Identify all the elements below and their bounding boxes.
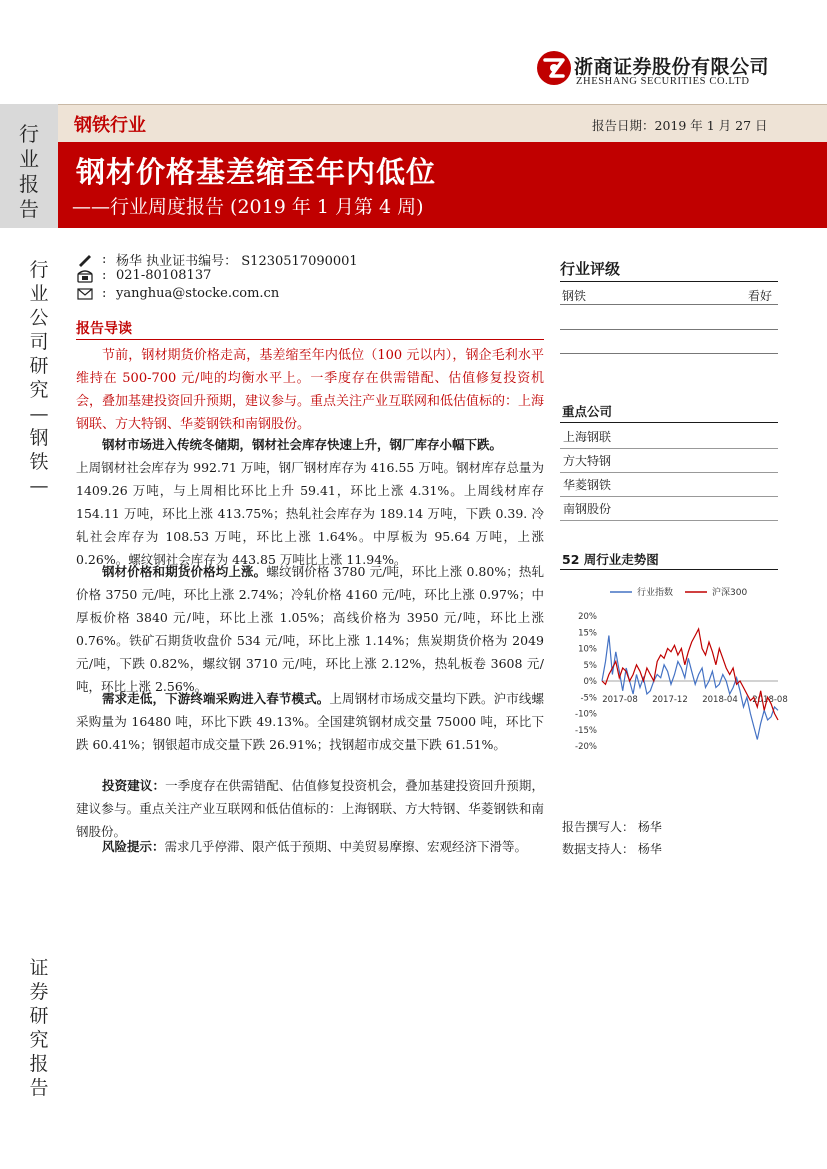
analyst-line: 杨华 执业证书编号： S1230517090001 xyxy=(116,254,358,269)
section-body: 上周钢材市场成交量均下跌。沪市线螺采购量为 16480 吨，环比下跌 49.13%。全国建筑钢材成交量 75000 吨，环比下跌 60.41%；钢银超市成交量下跌 26.91%；找钢超市成交量下跌 61.51%。 xyxy=(76,691,544,752)
report-subtitle: ——行业周度报告 (2019 年 1 月第 4 周) xyxy=(72,196,424,218)
report-title: 钢材价格基差缩至年内低位 xyxy=(76,155,437,189)
vertical-label-research: 行业公司研究—钢铁— xyxy=(29,259,49,497)
company-item: 华菱钢铁 xyxy=(560,473,778,497)
email-link[interactable]: yanghua@stocke.com.cn xyxy=(116,286,280,301)
contact-phone: : 021-80108137 xyxy=(76,268,211,283)
x-tick-label: 2017-12 xyxy=(652,695,688,705)
companies-title: 重点公司 xyxy=(562,404,613,419)
y-tick-label: -15% xyxy=(575,725,597,736)
y-tick-label: -20% xyxy=(575,742,597,752)
investment-advice xyxy=(76,774,544,843)
section-demand xyxy=(76,687,544,756)
zheshang-logo-icon xyxy=(536,50,572,86)
rating-sector: 钢铁 xyxy=(562,289,587,303)
x-tick-label: 2017-08 xyxy=(602,695,638,705)
risk-text: 需求几乎停滞、限产低于预期、中美贸易摩擦、宏观经济下滑等。 xyxy=(164,839,528,854)
y-tick-label: -5% xyxy=(580,693,597,704)
report-date: 报告日期：2019 年 1 月 27 日 xyxy=(592,118,768,133)
companies-divider xyxy=(560,422,778,423)
rating-value: 看好 xyxy=(748,289,773,303)
investment-label: 投资建议： xyxy=(102,778,166,793)
rating-line xyxy=(560,304,778,305)
section-inventory xyxy=(76,433,544,571)
company-item: 上海钢联 xyxy=(560,425,778,449)
company-item: 南钢股份 xyxy=(560,497,778,521)
investment-text: 一季度存在供需错配、估值修复投资机会，叠加基建投资回升预期，建议参与。重点关注产业互联网和低估值标的：上海钢联、方大特钢、华菱钢铁和南钢股份。 xyxy=(76,778,544,839)
data-support-line: 数据支持人： 杨华 xyxy=(562,842,662,856)
x-tick-label: 2018-08 xyxy=(752,695,788,705)
guide-title: 报告导读 xyxy=(76,321,132,337)
risk-label: 风险提示： xyxy=(102,839,165,854)
legend-label: 行业指数 xyxy=(637,588,674,598)
company-item: 方大特钢 xyxy=(560,449,778,473)
pen-icon xyxy=(76,253,94,267)
mail-icon xyxy=(76,287,94,301)
sector-label: 钢铁行业 xyxy=(74,115,146,136)
rating-line xyxy=(560,329,778,330)
phone-icon xyxy=(76,269,94,283)
rating-line xyxy=(560,353,778,354)
vertical-label-report: 证券研究报告 xyxy=(29,957,49,1099)
x-tick-label: 2018-04 xyxy=(702,695,738,705)
rating-title: 行业评级 xyxy=(560,260,621,278)
section-heading: 钢材价格和期货价格均上涨。 xyxy=(102,564,267,579)
rating-divider xyxy=(560,281,778,282)
risk-warning xyxy=(76,835,544,858)
chart-title: 52 周行业走势图 xyxy=(562,552,659,567)
guide-text: 节前，钢材期货价格走高，基差缩至年内低位（100 元以内），钢企毛利水平维持在 500-700 元/吨的均衡水平上。一季度存在供需错配、估值修复投资机会，叠加基建投资回升预期，建议参与。重点关注产业互联网和低估值标的：上海钢联、方大特钢、华菱钢铁和南钢股份。 xyxy=(76,348,545,432)
brand-name-en: ZHESHANG SECURITIES CO.LTD xyxy=(576,76,750,87)
section-heading: 钢材市场进入传统冬储期，钢材社会库存快速上升，钢厂库存小幅下跌。 xyxy=(102,437,503,452)
trend-chart xyxy=(560,576,788,758)
y-tick-label: 10% xyxy=(578,644,597,655)
legend-label: 沪深300 xyxy=(712,588,748,598)
chart-legend xyxy=(610,586,747,598)
author-line: 报告撰写人： 杨华 xyxy=(562,820,662,834)
y-tick-label: -10% xyxy=(575,709,597,720)
y-tick-label: 5% xyxy=(583,660,597,671)
guide-divider xyxy=(76,339,544,340)
section-heading: 需求走低，下游终端采购进入春节模式。 xyxy=(102,691,330,706)
contact-email: : yanghua@stocke.com.cn xyxy=(76,286,279,301)
contact-analyst: : 杨华 执业证书编号： S1230517090001 xyxy=(76,250,358,269)
y-tick-label: 0% xyxy=(583,677,597,687)
chart-divider xyxy=(560,569,778,570)
section-prices xyxy=(76,560,544,698)
section-body: 上周钢材社会库存为 992.71 万吨，钢厂钢材库存为 416.55 万吨。钢材库存总量为 1409.26 万吨，与上周相比环比上升 59.41，环比上涨 4.31%。上周线材库存 154.11 万吨，环比上涨 413.75%；热轧社会库存为 189.14 万吨，下跌 0.39. 冷轧社会库存为 108.53 万吨，环比上涨 1.64%。中厚板为 95.64 万吨，上涨 0.26%。螺纹钢社会库存为 443.85 万吨比上涨 11.94%。 xyxy=(76,460,544,567)
y-tick-label: 15% xyxy=(578,628,597,639)
series-line xyxy=(602,636,778,740)
y-tick-label: 20% xyxy=(578,612,597,622)
section-body: 螺纹钢价格 3780 元/吨，环比上涨 0.80%；热轧价格 3750 元/吨，环比上涨 2.74%；冷轧价格 4160 元/吨，环比上涨 0.97%；中厚板价格 3840 元/吨，环比上涨 1.05%；高线价格为 3950 元/吨，环比上涨 0.76%。铁矿石期货收盘价 534 元/吨，环比上涨 1.14%；焦炭期货价格为 2049 元/吨，下跌 0.82%，螺纹钢 3710 元/吨，环比上涨 2.12%，热轧板卷 3608 元/吨，环比上涨 2.56%。 xyxy=(76,564,544,694)
doc-type-label: 行业报告 xyxy=(19,122,39,221)
brand-name-cn: 浙商证券股份有限公司 xyxy=(574,56,770,78)
phone-number: 021-80108137 xyxy=(116,268,212,283)
